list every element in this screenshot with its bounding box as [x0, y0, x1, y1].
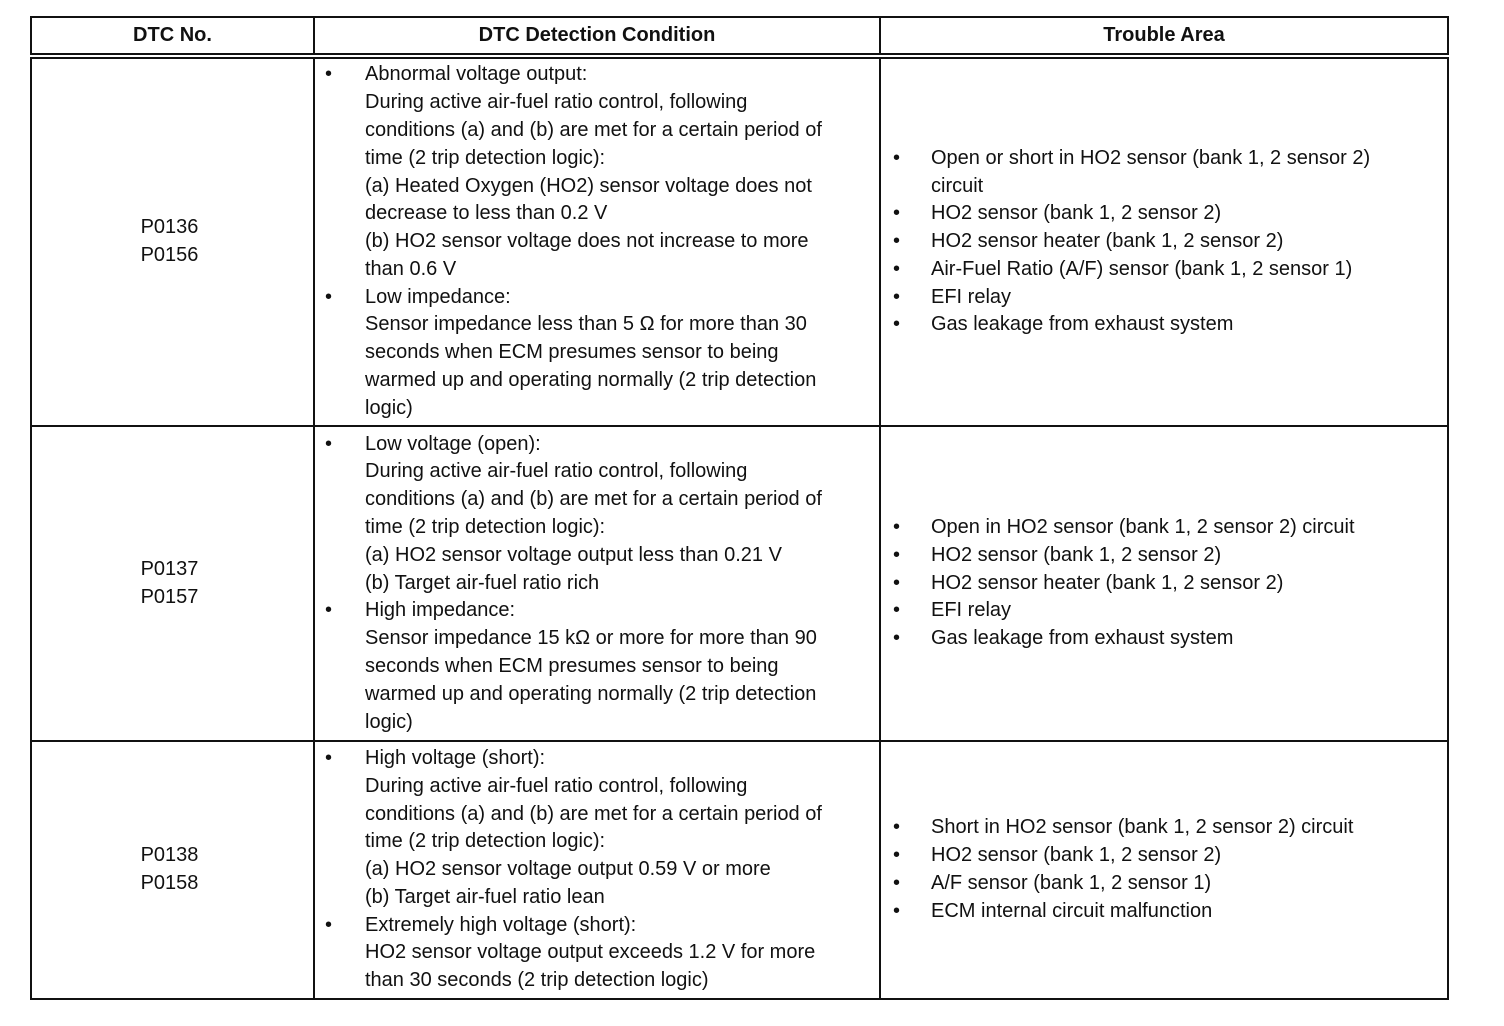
dtc-number-cell [31, 426, 314, 741]
condition-line: (a) HO2 sensor voltage output less than 0.21 V [365, 543, 782, 566]
condition-item [315, 61, 879, 283]
condition-line: (b) Target air-fuel ratio lean [365, 885, 605, 908]
trouble-area-item [881, 311, 1447, 339]
trouble-area-cell [880, 741, 1448, 999]
trouble-area-text: • Open or short in HO2 sensor (bank 1, 2 sensor 2) [931, 146, 1371, 169]
trouble-area-item [881, 145, 1447, 201]
trouble-area-cell [880, 426, 1448, 741]
trouble-area-item [881, 228, 1447, 256]
trouble-area-text: • Air-Fuel Ratio (A/F) sensor (bank 1, 2 sensor 1) [931, 257, 1353, 280]
condition-item [315, 912, 879, 995]
condition-title: • Abnormal voltage output: [365, 63, 588, 86]
detection-condition-cell [314, 741, 880, 999]
condition-line: conditions (a) and (b) are met for a certain period of [365, 118, 822, 141]
table-row [31, 426, 1448, 741]
condition-line: During active air-fuel ratio control, following [365, 774, 748, 797]
dtc-code: P0158 [140, 872, 199, 894]
trouble-area-text: • HO2 sensor heater (bank 1, 2 sensor 2) [931, 571, 1284, 594]
condition-line: During active air-fuel ratio control, following [365, 460, 748, 483]
condition-line: seconds when ECM presumes sensor to being [365, 341, 779, 364]
condition-line: (b) HO2 sensor voltage does not increase to more [365, 230, 809, 253]
condition-line: (a) HO2 sensor voltage output 0.59 V or more [365, 858, 771, 881]
dtc-code: P0138 [140, 844, 199, 867]
trouble-area-item [881, 898, 1447, 926]
condition-item [315, 597, 879, 736]
trouble-area-text: • HO2 sensor (bank 1, 2 sensor 2) [931, 202, 1222, 225]
dtc-number-cell [31, 56, 314, 426]
condition-line: logic) [365, 710, 413, 733]
trouble-area-item [881, 542, 1447, 570]
table-row [31, 741, 1448, 999]
dtc-code: P0157 [140, 585, 199, 608]
condition-item [315, 745, 879, 912]
header-dtc-no: DTC No. [31, 17, 314, 56]
trouble-area-item [881, 842, 1447, 870]
dtc-table [30, 16, 1449, 1000]
trouble-area-text: • EFI relay [931, 599, 1012, 622]
trouble-area-text: • A/F sensor (bank 1, 2 sensor 1) [931, 872, 1212, 894]
dtc-code: P0136 [140, 216, 199, 239]
trouble-area-text: • ECM internal circuit malfunction [931, 899, 1213, 922]
trouble-area-text: • HO2 sensor heater (bank 1, 2 sensor 2) [931, 230, 1284, 253]
trouble-area-item [881, 570, 1447, 598]
condition-title: • Extremely high voltage (short): [365, 913, 637, 936]
trouble-area-item [881, 284, 1447, 312]
trouble-area-text: • Gas leakage from exhaust system [931, 627, 1234, 650]
condition-line: Sensor impedance less than 5 Ω for more than 30 [365, 313, 807, 336]
trouble-area-text: • EFI relay [931, 285, 1012, 308]
condition-title: • Low voltage (open): [365, 432, 541, 455]
header-detection-condition: DTC Detection Condition [314, 17, 880, 56]
condition-line: than 30 seconds (2 trip detection logic) [365, 969, 709, 992]
condition-line: time (2 trip detection logic): [365, 830, 606, 853]
dtc-number-cell [31, 741, 314, 999]
condition-item [315, 284, 879, 423]
condition-title: • High impedance: [365, 599, 516, 622]
condition-line: time (2 trip detection logic): [365, 516, 606, 538]
condition-line: logic) [365, 396, 413, 419]
table-header-row [31, 17, 1448, 56]
condition-line: Sensor impedance 15 kΩ or more for more than 90 [365, 627, 817, 650]
condition-line: conditions (a) and (b) are met for a certain period of [365, 802, 822, 825]
condition-line: time (2 trip detection logic): [365, 146, 606, 169]
table-row [31, 56, 1448, 426]
condition-line: seconds when ECM presumes sensor to being [365, 654, 779, 677]
trouble-area-cell [880, 56, 1448, 426]
detection-condition-cell [314, 56, 880, 426]
detection-condition-cell [314, 426, 880, 741]
condition-line: conditions (a) and (b) are met for a certain period of [365, 488, 822, 511]
condition-title: • Low impedance: [365, 285, 511, 308]
condition-line: than 0.6 V [365, 257, 457, 280]
trouble-area-text: • Gas leakage from exhaust system [931, 313, 1234, 336]
trouble-area-item [881, 625, 1447, 653]
trouble-area-item [881, 200, 1447, 228]
condition-line: warmed up and operating normally (2 trip detection [365, 682, 817, 705]
trouble-area-text: • Open in HO2 sensor (bank 1, 2 sensor 2) circuit [931, 516, 1355, 538]
header-trouble-area: Trouble Area [880, 17, 1448, 56]
trouble-area-item [881, 256, 1447, 284]
trouble-area-text: • HO2 sensor (bank 1, 2 sensor 2) [931, 543, 1222, 566]
condition-line: During active air-fuel ratio control, following [365, 91, 748, 114]
dtc-code: P0137 [140, 557, 199, 580]
dtc-code: P0156 [140, 244, 199, 266]
condition-line: HO2 sensor voltage output exceeds 1.2 V for more [365, 941, 816, 964]
trouble-area-item [881, 597, 1447, 625]
condition-line: (b) Target air-fuel ratio rich [365, 571, 600, 594]
condition-line: warmed up and operating normally (2 trip detection [365, 369, 817, 392]
condition-item [315, 431, 879, 598]
trouble-area-item [881, 870, 1447, 898]
trouble-area-text: • HO2 sensor (bank 1, 2 sensor 2) [931, 844, 1222, 867]
condition-line: decrease to less than 0.2 V [365, 202, 608, 225]
condition-title: • High voltage (short): [365, 746, 546, 769]
trouble-area-item [881, 514, 1447, 542]
trouble-area-item [881, 814, 1447, 842]
condition-line: (a) Heated Oxygen (HO2) sensor voltage does not [365, 174, 812, 197]
trouble-area-text: circuit [931, 174, 984, 197]
trouble-area-text: • Short in HO2 sensor (bank 1, 2 sensor 2) circuit [931, 816, 1354, 839]
